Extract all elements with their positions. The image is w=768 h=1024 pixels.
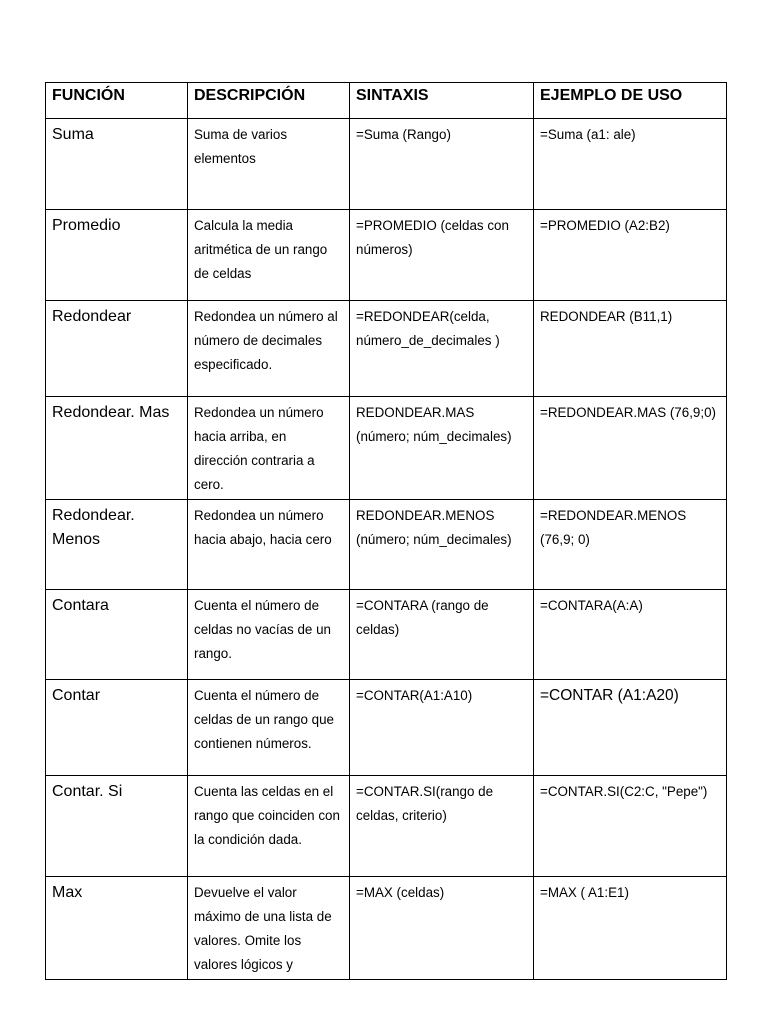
header-ejemplo: EJEMPLO DE USO (534, 83, 727, 119)
cell-ejemplo: REDONDEAR (B11,1) (534, 301, 727, 397)
cell-sintaxis: REDONDEAR.MAS (número; núm_decimales) (350, 397, 534, 500)
cell-ejemplo: =PROMEDIO (A2:B2) (534, 210, 727, 301)
cell-funcion: Redondear (46, 301, 188, 397)
cell-sintaxis: =REDONDEAR(celda, número_de_decimales ) (350, 301, 534, 397)
cell-ejemplo: =CONTAR (A1:A20) (534, 680, 727, 776)
cell-funcion: Redondear. Menos (46, 500, 188, 590)
header-funcion: FUNCIÓN (46, 83, 188, 119)
table-row (46, 301, 727, 397)
cell-descripcion: Calcula la media aritmética de un rango de celdas (188, 210, 350, 301)
table-row (46, 397, 727, 500)
table-row (46, 776, 727, 877)
cell-sintaxis: =CONTAR(A1:A10) (350, 680, 534, 776)
table-header (46, 83, 727, 119)
cell-funcion: Promedio (46, 210, 188, 301)
table-row (46, 119, 727, 210)
cell-ejemplo: =REDONDEAR.MENOS (76,9; 0) (534, 500, 727, 590)
cell-funcion: Max (46, 877, 188, 980)
cell-sintaxis: =CONTAR.SI(rango de celdas, criterio) (350, 776, 534, 877)
header-sintaxis: SINTAXIS (350, 83, 534, 119)
cell-descripcion: Cuenta el número de celdas de un rango que contienen números. (188, 680, 350, 776)
cell-descripcion: Redondea un número hacia abajo, hacia cero (188, 500, 350, 590)
cell-sintaxis: =PROMEDIO (celdas con números) (350, 210, 534, 301)
table-row (46, 680, 727, 776)
cell-funcion: Suma (46, 119, 188, 210)
header-descripcion: DESCRIPCIÓN (188, 83, 350, 119)
cell-funcion: Contar (46, 680, 188, 776)
cell-ejemplo: =MAX ( A1:E1) (534, 877, 727, 980)
cell-descripcion: Cuenta las celdas en el rango que coinciden con la condición dada. (188, 776, 350, 877)
cell-ejemplo: =REDONDEAR.MAS (76,9;0) (534, 397, 727, 500)
table-row (46, 210, 727, 301)
cell-ejemplo: =CONTARA(A:A) (534, 590, 727, 680)
cell-descripcion: Redondea un número al número de decimales especificado. (188, 301, 350, 397)
cell-descripcion: Redondea un número hacia arriba, en dirección contraria a cero. (188, 397, 350, 500)
cell-funcion: Contara (46, 590, 188, 680)
cell-ejemplo: =CONTAR.SI(C2:C, "Pepe") (534, 776, 727, 877)
functions-table (45, 82, 727, 980)
cell-descripcion: Cuenta el número de celdas no vacías de un rango. (188, 590, 350, 680)
cell-sintaxis: =CONTARA (rango de celdas) (350, 590, 534, 680)
table-row (46, 877, 727, 980)
cell-ejemplo: =Suma (a1: ale) (534, 119, 727, 210)
cell-sintaxis: =MAX (celdas) (350, 877, 534, 980)
table-row (46, 590, 727, 680)
cell-descripcion: Devuelve el valor máximo de una lista de valores. Omite los valores lógicos y (188, 877, 350, 980)
cell-descripcion: Suma de varios elementos (188, 119, 350, 210)
cell-sintaxis: REDONDEAR.MENOS (número; núm_decimales) (350, 500, 534, 590)
table-body (46, 119, 727, 980)
cell-sintaxis: =Suma (Rango) (350, 119, 534, 210)
table-row (46, 500, 727, 590)
cell-funcion: Contar. Si (46, 776, 188, 877)
header-row (46, 83, 727, 119)
cell-funcion: Redondear. Mas (46, 397, 188, 500)
